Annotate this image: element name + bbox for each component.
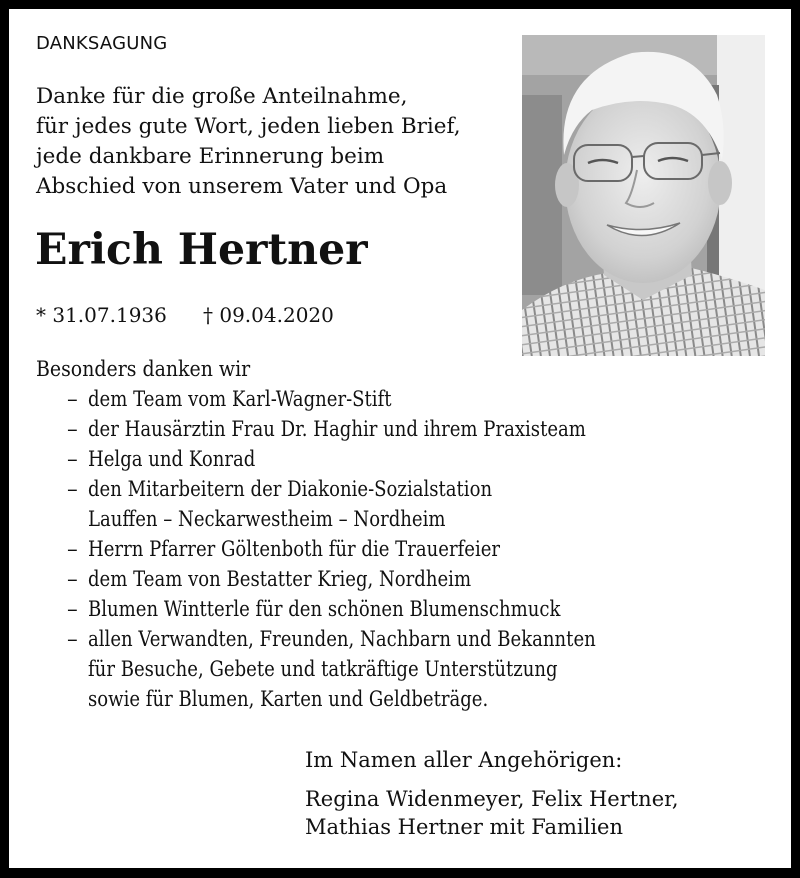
thanks-item-text: für Besuche, Gebete und tatkräftige Unterstützung bbox=[88, 657, 558, 682]
portrait-image bbox=[522, 35, 765, 356]
thanks-item-text: dem Team von Bestatter Krieg, Nordheim bbox=[88, 567, 472, 592]
thanks-item-text: Lauffen – Neckarwestheim – Nordheim bbox=[88, 507, 446, 532]
thanks-item bbox=[36, 415, 586, 445]
death-date: † 09.04.2020 bbox=[203, 303, 334, 327]
dash-bullet: – bbox=[67, 447, 78, 472]
thanks-item bbox=[36, 445, 279, 475]
thanks-lead: Besonders danken wir bbox=[36, 357, 251, 382]
intro-text bbox=[36, 82, 461, 202]
intro-line: jede dankbare Erinnerung beim bbox=[36, 144, 385, 169]
dash-bullet: – bbox=[67, 627, 78, 652]
signer-line: Regina Widenmeyer, Felix Hertner, bbox=[305, 787, 679, 811]
closing-line: Im Namen aller Angehörigen: bbox=[305, 748, 623, 772]
dash-bullet: – bbox=[67, 597, 78, 622]
dash-bullet: – bbox=[67, 477, 78, 502]
deceased-name: Erich Hertner bbox=[35, 225, 368, 275]
signer-line: Mathias Hertner mit Familien bbox=[305, 815, 623, 839]
dash-bullet: – bbox=[67, 387, 78, 412]
birth-date: * 31.07.1936 bbox=[36, 303, 167, 327]
thanks-item-continuation bbox=[36, 685, 489, 715]
notice-kicker: DANKSAGUNG bbox=[36, 33, 168, 54]
intro-line: Abschied von unserem Vater und Opa bbox=[36, 174, 448, 199]
signers bbox=[305, 785, 679, 841]
thanks-item-text: den Mitarbeitern der Diakonie-Sozialstation bbox=[88, 477, 493, 502]
thanks-item bbox=[36, 475, 493, 505]
thanks-item bbox=[36, 595, 561, 625]
dash-bullet: – bbox=[67, 567, 78, 592]
thanks-item-text: allen Verwandten, Freunden, Nachbarn und Bekannten bbox=[88, 627, 596, 652]
thanks-item-text: Blumen Wintterle für den schönen Blumenschmuck bbox=[88, 597, 561, 622]
thanks-item-text: dem Team vom Karl-Wagner-Stift bbox=[88, 387, 392, 412]
thanks-item-text: sowie für Blumen, Karten und Geldbeträge. bbox=[88, 687, 489, 712]
thanks-item-text: der Hausärztin Frau Dr. Haghir und ihrem Praxisteam bbox=[88, 417, 586, 442]
thanks-item bbox=[36, 565, 472, 595]
thanks-item-continuation bbox=[36, 655, 558, 685]
thanks-item-text: Helga und Konrad bbox=[88, 447, 256, 472]
portrait-photo bbox=[522, 35, 765, 356]
thanks-item bbox=[36, 625, 596, 655]
thanks-item-continuation bbox=[36, 505, 446, 535]
thanks-list bbox=[36, 355, 596, 715]
dash-bullet: – bbox=[67, 537, 78, 562]
thanks-item-text: Herrn Pfarrer Göltenboth für die Trauerfeier bbox=[88, 537, 501, 562]
thanks-item bbox=[36, 385, 392, 415]
dash-bullet: – bbox=[67, 417, 78, 442]
intro-line: für jedes gute Wort, jeden lieben Brief, bbox=[36, 114, 461, 139]
obituary-notice bbox=[9, 9, 791, 868]
intro-line: Danke für die große Anteilnahme, bbox=[36, 84, 408, 109]
thanks-item bbox=[36, 535, 501, 565]
